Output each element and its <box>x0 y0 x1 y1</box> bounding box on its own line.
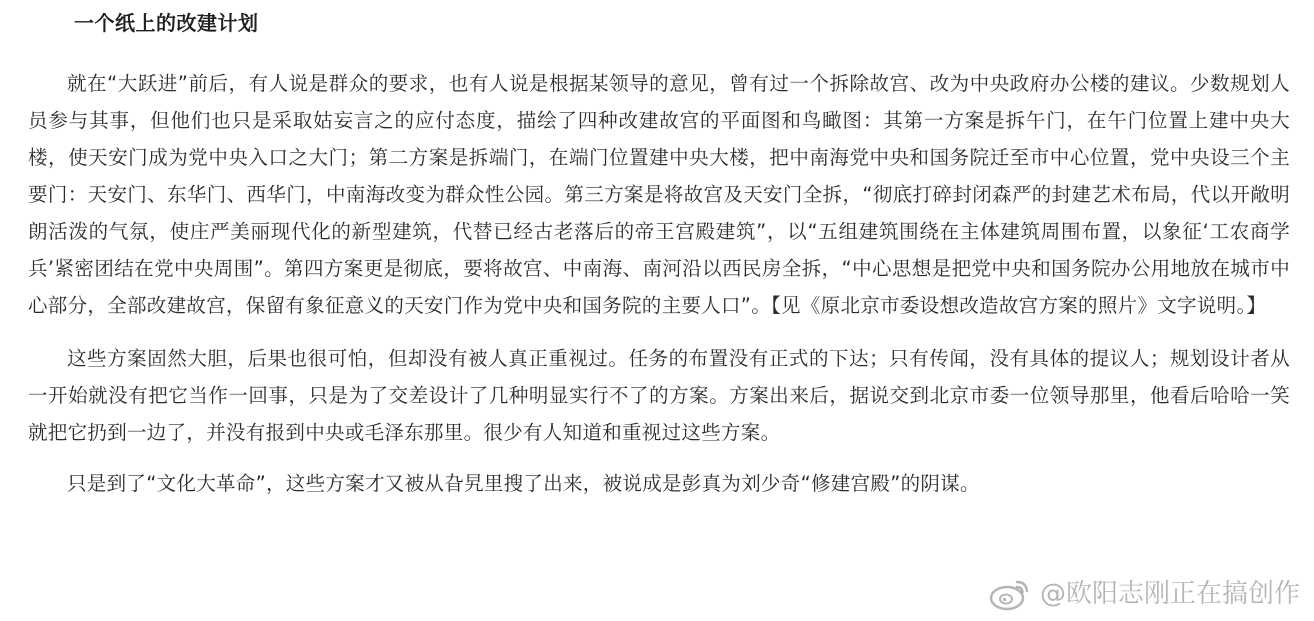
paragraph-1: 就在“大跃进”前后，有人说是群众的要求，也有人说是根据某领导的意见，曾有过一个拆除故宫、改为中央政府办公楼的建议。少数规划人员参与其事，但他们也只是采取姑妄言之的应付态度，描绘了四种改建故宫的平面图和鸟瞰图：其第一方案是拆午门，在午门位置上建中央大楼，使天安门成为党中央入口之大门；第二方案是拆端门，在端门位置建中央大楼，把中南海党中央和国务院迁至市中心位置，党中央设三个主要门：天安门、东华门、西华门，中南海改变为群众性公园。第三方案是将故宫及天安门全拆，“彻底打碎封闭森严的封建艺术布局，代以开敞明朗活泼的气氛，使庄严美丽现代化的新型建筑，代替已经古老落后的帝王宫殿建筑”，以“五组建筑围绕在主体建筑周围布置，以象征‘工农商学兵’紧密团结在党中央周围”。第四方案更是彻底，要将故宫、中南海、南河沿以西民房全拆，“中心思想是把党中央和国务院办公用地放在城市中心部分，全部改建故宫，保留有象征意义的天安门作为党中央和国务院的主要人口”。【见《原北京市委设想改造故宫方案的照片》文字说明。】 <box>28 72 1290 317</box>
paragraph-2: 这些方案固然大胆，后果也很可怕，但却没有被人真正重视过。任务的布置没有正式的下达；只有传闻，没有具体的提议人；规划设计者从一开始就没有把它当作一回事，只是为了交差设计了几种明显实行不了的方案。方案出来后，据说交到北京市委一位领导那里，他看后哈哈一笑就把它扔到一边了，并没有报到中央或毛泽东那里。很少有人知道和重视过这些方案。 <box>28 347 1290 444</box>
article <box>28 0 1290 502</box>
watermark <box>988 577 1300 611</box>
article-heading: 一个纸上的改建计划 <box>74 11 259 35</box>
watermark-text: @欧阳志刚正在搞创作 <box>1039 579 1300 609</box>
weibo-icon <box>988 577 1032 611</box>
paragraph-3: 只是到了“文化大革命”，这些方案才又被从旮旯里搜了出来，被说成是彭真为刘少奇“修建宫殿”的阴谋。 <box>67 472 980 495</box>
